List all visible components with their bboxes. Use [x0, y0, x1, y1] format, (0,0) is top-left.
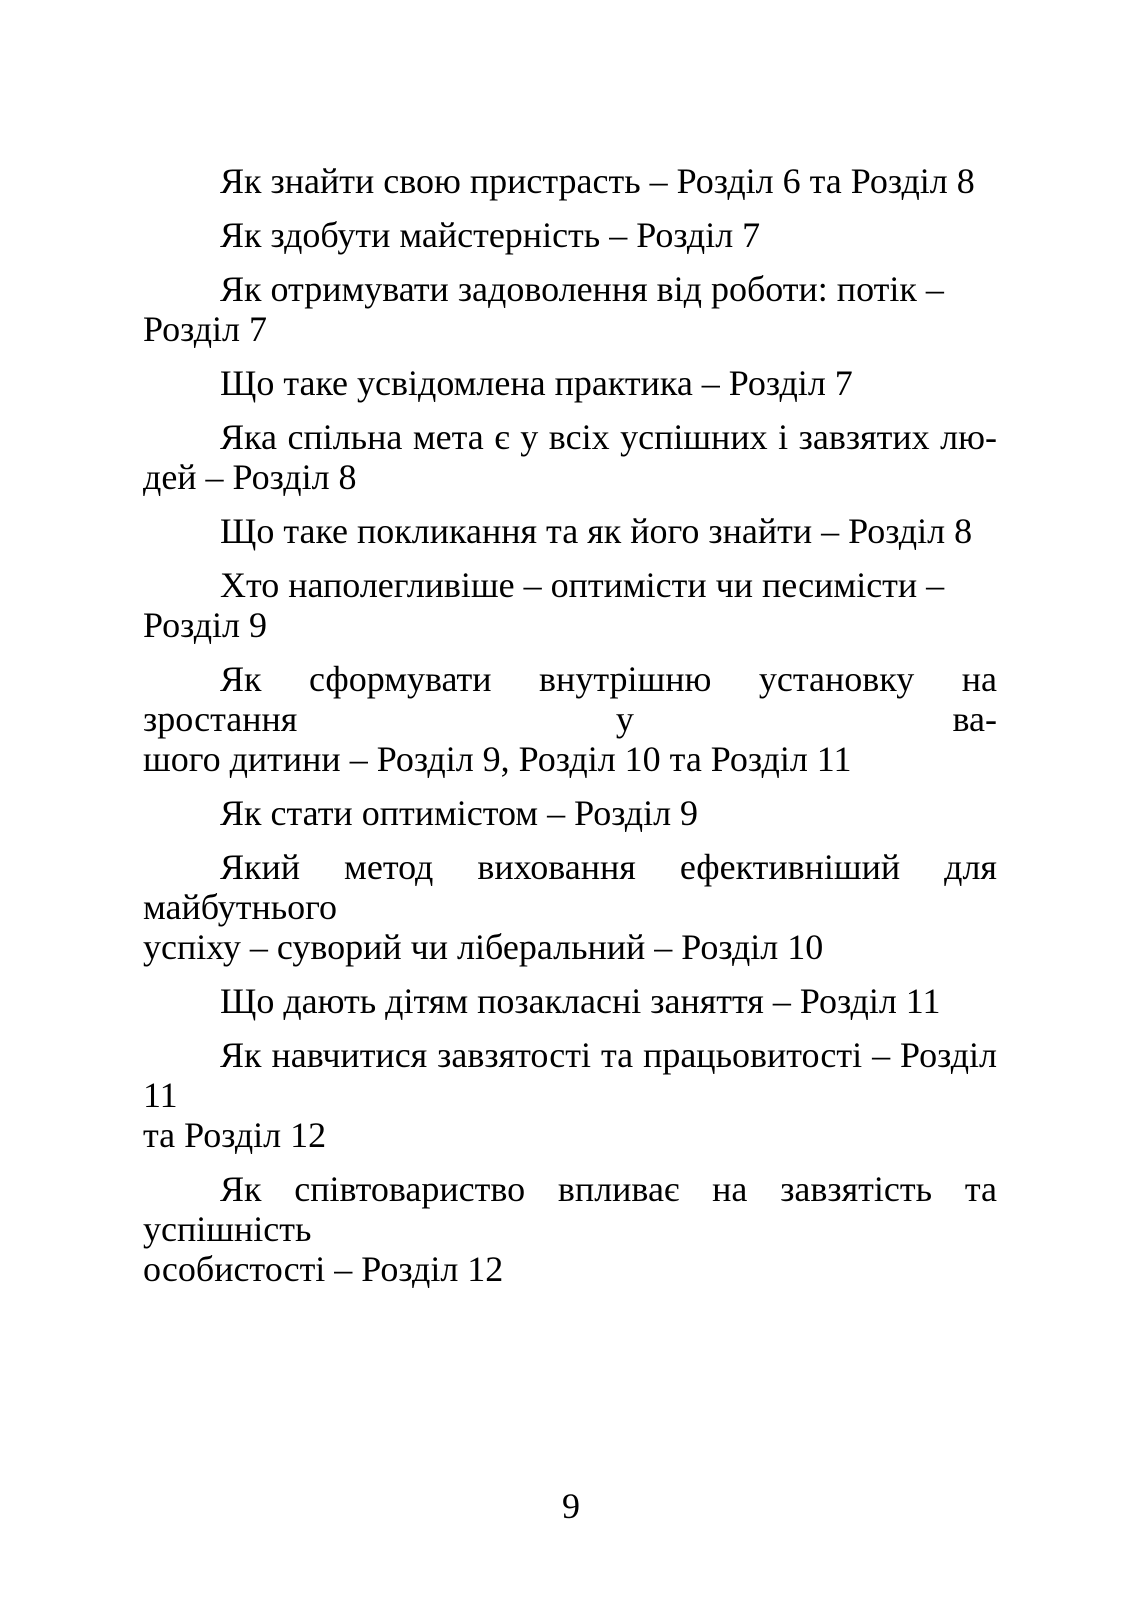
toc-line: Який метод виховання ефективніший для майбутнього [143, 847, 997, 927]
toc-line: особистості – Розділ 12 [143, 1249, 504, 1289]
page-number: 9 [562, 1486, 580, 1526]
toc-paragraph [143, 269, 997, 349]
toc-line: дей – Розділ 8 [143, 457, 357, 497]
toc-paragraph [143, 511, 997, 551]
toc-paragraph [143, 417, 997, 497]
toc-line: Як отримувати задоволення від роботи: потік – Розділ 7 [143, 269, 944, 349]
toc-paragraph [143, 847, 997, 967]
toc-line: Що дають дітям позакласні заняття – Розділ 11 [220, 981, 941, 1021]
toc-line: шого дитини – Розділ 9, Розділ 10 та Розділ 11 [143, 739, 852, 779]
toc-paragraph [143, 215, 997, 255]
toc-line: Як співтовариство впливає на завзятість та успішність [143, 1169, 997, 1249]
toc-line: Як знайти свою пристрасть – Розділ 6 та Розділ 8 [220, 161, 975, 201]
toc-line: Як стати оптимістом – Розділ 9 [220, 793, 699, 833]
toc-paragraph [143, 659, 997, 779]
toc-line: Як сформувати внутрішню установку на зростання у ва- [143, 659, 997, 739]
toc-line: Яка спільна мета є у всіх успішних і завзятих лю- [220, 417, 997, 457]
toc-line: Як здобути майстерність – Розділ 7 [220, 215, 761, 255]
toc-paragraph [143, 161, 997, 201]
toc-line: Як навчитися завзятості та працьовитості – Розділ 11 [143, 1035, 997, 1115]
toc-paragraph [143, 1169, 997, 1289]
toc-line: та Розділ 12 [143, 1115, 327, 1155]
toc-line: Що таке покликання та як його знайти – Розділ 8 [220, 511, 973, 551]
toc-paragraph [143, 565, 997, 645]
toc-paragraph [143, 981, 997, 1021]
toc-paragraph [143, 363, 997, 403]
toc-line: Що таке усвідомлена практика – Розділ 7 [220, 363, 853, 403]
toc-question-list [143, 161, 997, 1303]
toc-paragraph [143, 1035, 997, 1155]
toc-paragraph [143, 793, 997, 833]
toc-line: успіху – суворий чи ліберальний – Розділ 10 [143, 927, 824, 967]
toc-line: Хто наполегливіше – оптимісти чи песимісти – Розділ 9 [143, 565, 945, 645]
